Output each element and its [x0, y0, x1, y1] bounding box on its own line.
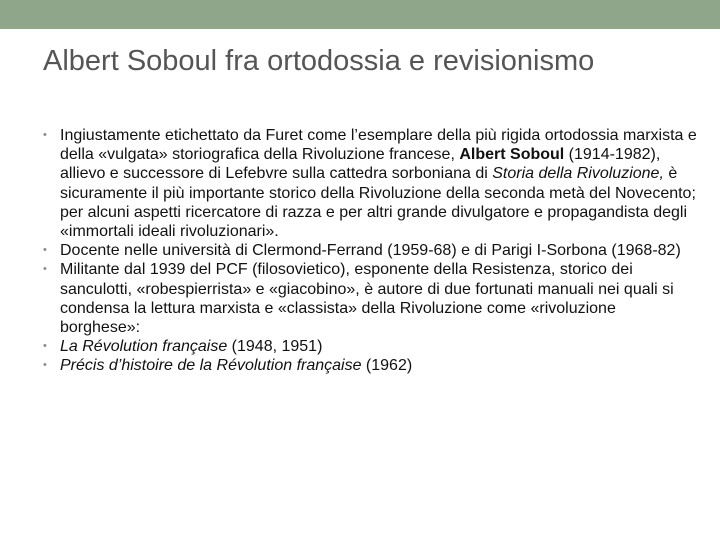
- bullet-item-book-2: [43, 356, 700, 375]
- bullet-text: Ingiustamente etichettato da Furet come l’esemplare della più rigida ortodossia marxista e della «vulgata» storiografica della Rivoluzione francese,: [60, 127, 697, 164]
- bullet-list: [43, 126, 700, 376]
- bullet-item-teaching: [43, 241, 700, 260]
- bullet-item-book-1: [43, 337, 700, 356]
- bullet-item-furet: [43, 126, 700, 241]
- book-years: (1948, 1951): [227, 338, 323, 356]
- bullet-dot-icon: •: [43, 359, 47, 372]
- top-accent-bar: [0, 0, 720, 29]
- bullet-text: Docente nelle università di Clermond-Ferrand (1959-68) e di Parigi I-Sorbona (1968-82): [60, 242, 681, 260]
- slide-title: Albert Soboul fra ortodossia e revisionismo: [43, 45, 595, 77]
- bullet-item-militancy: [43, 260, 700, 337]
- bullet-text: (1914-1982), allievo e successore di Lefebvre sulla cattedra sorboniana di: [60, 146, 661, 183]
- bullet-dot-icon: •: [43, 263, 47, 276]
- bullet-dot-icon: •: [43, 340, 47, 353]
- author-name: Albert Soboul: [459, 146, 565, 164]
- chair-title: Storia della Rivoluzione,: [492, 165, 664, 183]
- bullet-text: è sicuramente il più importante storico della Rivoluzione della seconda metà del Novecento; per alcuni aspetti ricercatore di razza e per altri grande divulgatore e propagandista degli «immortali ideali rivoluzionari».: [60, 165, 696, 241]
- book-years: (1962): [361, 357, 413, 375]
- bullet-text: Militante dal 1939 del PCF (filosovietico), esponente della Resistenza, storico dei sanculotti, «robespierrista» e «giacobino», è autore di due fortunati manuali nei quali si condensa la lettura marxista e «classista» della Rivoluzione come «rivoluzione borghese»:: [60, 261, 674, 337]
- bullet-dot-icon: •: [43, 129, 47, 141]
- bullet-dot-icon: •: [43, 244, 47, 257]
- book-title: La Révolution française: [60, 338, 228, 356]
- book-title: Précis d’histoire de la Révolution française: [60, 357, 362, 375]
